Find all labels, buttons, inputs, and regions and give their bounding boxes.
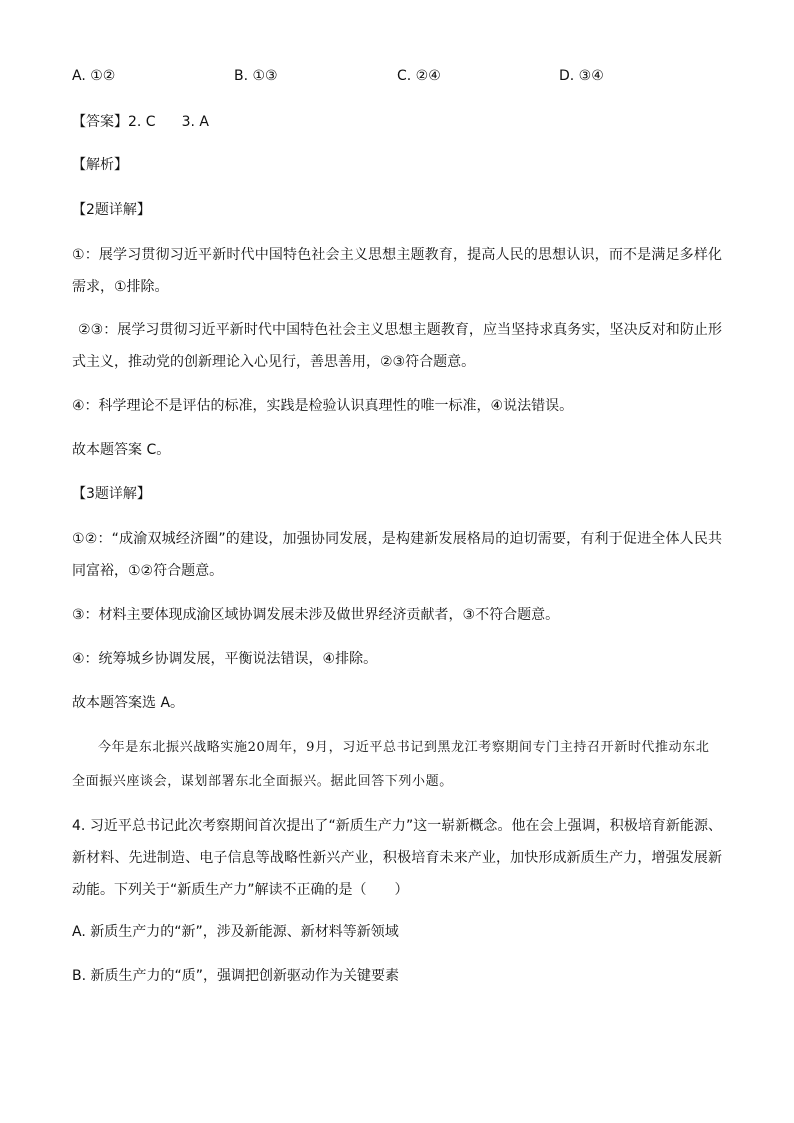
q2-conclusion: 故本题答案 C。 xyxy=(72,442,171,458)
q4-option-b: B. 新质生产力的“质”，强调把创新驱动作为关键要素 xyxy=(72,968,400,984)
q3-paragraph-3: ④：统筹城乡协调发展，平衡说法错误，④排除。 xyxy=(72,651,378,667)
answer-second: 3. A xyxy=(181,114,209,130)
q2-heading: 【2题详解】 xyxy=(72,202,151,218)
answer-first: 2. C xyxy=(128,114,156,130)
answer-options-row xyxy=(72,66,722,86)
analysis-tag: 【解析】 xyxy=(72,157,128,173)
q4-option-a: A. 新质生产力的“新”，涉及新能源、新材料等新领域 xyxy=(72,924,399,940)
option-c: C. ②④ xyxy=(397,68,441,84)
q2-paragraph-1: ①：展学习贯彻习近平新时代中国特色社会主义思想主题教育，提高人民的思想认识，而不是满足多样化需求，①排除。 xyxy=(72,247,722,295)
answer-line xyxy=(72,112,722,132)
option-d: D. ③④ xyxy=(559,68,604,84)
material-passage: 今年是东北振兴战略实施20周年，9月，习近平总书记到黑龙江考察期间专门主持召开新时代推动东北全面振兴座谈会，谋划部署东北全面振兴。据此回答下列小题。 xyxy=(72,740,710,789)
q2-paragraph-3: ④：科学理论不是评估的标准，实践是检验认识真理性的唯一标准，④说法错误。 xyxy=(72,398,574,414)
q3-paragraph-1: ①②：“成渝双城经济圈”的建设，加强协同发展，是构建新发展格局的迫切需要，有利于促进全体人民共同富裕，①②符合题意。 xyxy=(72,531,722,579)
option-a: A. ①② xyxy=(72,68,116,84)
q3-conclusion: 故本题答案选 A。 xyxy=(72,695,185,711)
q4-stem: 4. 习近平总书记此次考察期间首次提出了“新质生产力”这一崭新概念。他在会上强调，积极培育新能源、新材料、先进制造、电子信息等战略性新兴产业，积极培育未来产业，加快形成新质生产力，增强发展新动能。下列关于“新质生产力”解读不正确的是（ ） xyxy=(72,818,722,898)
answer-tag: 【答案】 xyxy=(72,114,128,130)
q3-paragraph-2: ③：材料主要体现成渝区域协调发展未涉及做世界经济贡献者，③不符合题意。 xyxy=(72,607,560,623)
q2-paragraph-2: ②③：展学习贯彻习近平新时代中国特色社会主义思想主题教育，应当坚持求真务实，坚决反对和防止形式主义，推动党的创新理论入心见行，善思善用，②③符合题意。 xyxy=(72,322,722,370)
option-b: B. ①③ xyxy=(234,68,278,84)
q3-heading: 【3题详解】 xyxy=(72,486,151,502)
